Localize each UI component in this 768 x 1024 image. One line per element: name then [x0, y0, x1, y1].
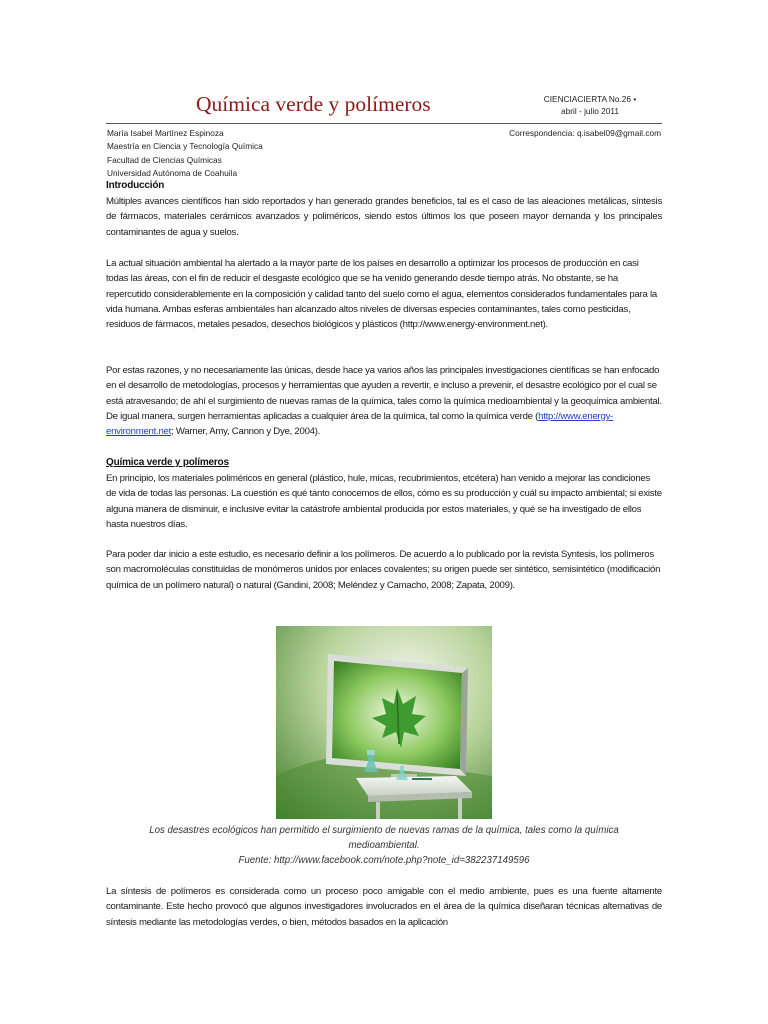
journal-issue: CIENCIACIERTA No.26 •	[543, 94, 637, 104]
green-computer-image	[276, 626, 492, 819]
caption-text-line-2: medioambiental.	[348, 839, 420, 851]
author-faculty: Facultad de Ciencias Químicas	[107, 154, 222, 165]
paragraph-5: Para poder dar inicio a este estudio, es necesario definir a los polímeros. De acuerdo a lo publicado por la revista Syntesis, los polímeros son macromoléculas constituidas de monómeros unidos por enlaces covalentes; su origen puede ser sintético, semisintético (modificación química de un polímero natural) o natural (Gandini, 2008; Meléndez y Camacho, 2008; Zapata, 2009).	[106, 549, 661, 591]
journal-info	[515, 93, 665, 117]
paragraph-4: En principio, los materiales poliméricos en general (plástico, hule, micas, recubrimientos, etcétera) han venido a mejorar las condiciones de vida de todas las personas. La cuestión es qué tanto conocemos de ellos, cómo es su producción y cuál su impacto ambiental; si existe alguna manera de disminuir, e inclusive evitar la catástrofe ambiental producida por estos materiales, y qué se ha investigado de ellos hasta nuestros días.	[106, 473, 662, 530]
paragraph-3-text: Por estas razones, y no necesariamente las únicas, desde hace ya varios años las principales investigaciones científicas se han enfocado en el desarrollo de metodologías, procesos y herramientas que ayuden a revertir, e incluso a prevenir, el desastre ecológico por el cual se está atravesando; de ahí el surgimiento de nuevas ramas de la química, tales como la química medioambiental y la geoquímica ambiental. De igual manera, surgen herramientas aplicadas a cualquier área de la química, tal como la química verde (	[106, 365, 662, 422]
author-block	[107, 127, 263, 181]
paragraph-3	[106, 363, 662, 439]
energy-environment-link[interactable]: http://www.energy-environment.net	[106, 410, 614, 438]
header-rule	[106, 123, 662, 124]
author-program: Maestría en Ciencia y Tecnología Química	[107, 141, 263, 152]
paragraph-3-citation: ; Warner, Amy, Cannon y Dye, 2004).	[171, 426, 321, 438]
author-university: Universidad Autónoma de Coahuila	[107, 168, 238, 179]
section-heading-quimica-verde: Química verde y polímeros	[106, 457, 229, 468]
green-computer-illustration	[276, 626, 492, 819]
caption-text-line-1: Los desastres ecológicos han permitido el surgimiento de nuevas ramas de la química, tales como la química	[149, 825, 619, 836]
author-name: María Isabel Martínez Espinoza	[107, 128, 224, 138]
journal-date: abril - julio 2011	[561, 106, 619, 116]
paragraph-6: La síntesis de polímeros es considerada como un proceso poco amigable con el medio ambiente, pues es una fuente altamente contaminante. Este hecho provocó que algunos investigadores involucrados en el área de la química diseñaran técnicas alternativas de síntesis mediante las metodologías verdes, o bien, métodos basados en la aplicación	[106, 886, 662, 928]
paragraph-1: Múltiples avances científicos han sido reportados y han generado grandes beneficios, tal es el caso de las aleaciones metálicas, síntesis de fármacos, materiales cerámicos avanzados y poliméricos, siendo estos últimos los que poseen mayor demanda y los principales contaminantes de agua y suelos.	[106, 196, 662, 238]
article-title: Química verde y polímeros	[196, 92, 431, 116]
figure-caption	[106, 824, 662, 868]
paragraph-2: La actual situación ambiental ha alertado a la mayor parte de los países en desarrollo a optimizar los procesos de producción en casi todas las áreas, con el fin de reducir el desgaste ecológico que se ha venido generando desde tiempo atrás. No obstante, se ha repercutido considerablemente en la composición y calidad tanto del suelo como el agua, elementos considerados fundamentales para la vida humana. Ambas esferas ambientales han alcanzado altos niveles de diversas especies contaminantes, tales como pesticidas, residuos de fármacos, metales pesados, desechos biológicos y plásticos (http://www.energy-environment.net).	[106, 258, 657, 331]
correspondence-email: Correspondencia: q.isabel09@gmail.com	[509, 128, 661, 138]
caption-source: Fuente: http://www.facebook.com/note.php?note_id=382237149596	[238, 854, 530, 866]
section-heading-introduccion: Introducción	[106, 180, 165, 191]
